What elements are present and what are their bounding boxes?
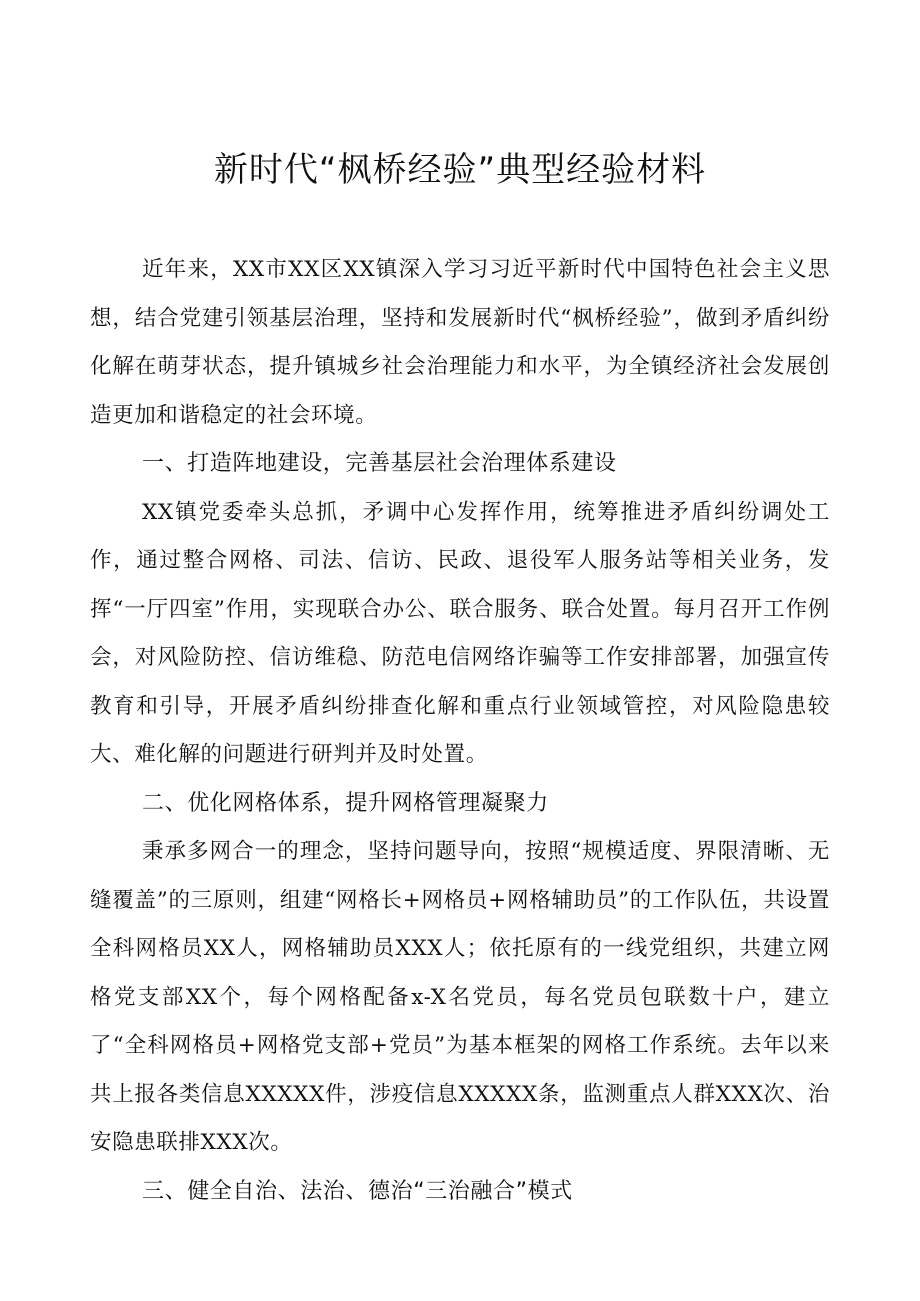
- section-2-heading: 二、优化网格体系，提升网格管理凝聚力: [142, 790, 549, 816]
- section-1-body: XX镇党委牵头总抓，矛调中心发挥作用，统筹推进矛盾纠纷调处工作，通过整合网格、司法、信访、民政、退役军人服务站等相关业务，发挥“一厅四室”作用，实现联合办公、联合服务、联合处置。每月召开工作例会，对风险防控、信访维稳、防范电信网络诈骗等工作安排部署，加强宣传教育和引导，开展矛盾纠纷排查化解和重点行业领域管控，对风险隐患较大、难化解的问题进行研判并及时处置。: [90, 499, 830, 767]
- document-body: [90, 246, 830, 1216]
- document-title: 新时代“枫桥经验”典型经验材料: [213, 150, 707, 190]
- section-2-body: 秉承多网合一的理念，坚持问题导向，按照“规模适度、界限清晰、无缝覆盖”的三原则，组建“网格长+网格员+网格辅助员”的工作队伍，共设置全科网格员XX人，网格辅助员XXX人；依托原有的一线党组织，共建立网格党支部XX个，每个网格配备x-X名党员，每名党员包联数十户，建立了“全科网格员+网格党支部+党员”为基本框架的网格工作系统。去年以来共上报各类信息XXXXX件，涉疫信息XXXXX条，监测重点人群XXX次、治安隐患联排XXX次。: [90, 839, 830, 1155]
- section-1-heading: 一、打造阵地建设，完善基层社会治理体系建设: [142, 451, 617, 476]
- section-3-heading: 三、健全自治、法治、德治“三治融合”模式: [142, 1178, 573, 1204]
- intro-paragraph: 近年来，XX市XX区XX镇深入学习习近平新时代中国特色社会主义思想，结合党建引领基层治理，坚持和发展新时代“枫桥经验”，做到矛盾纠纷化解在萌芽状态，提升镇城乡社会治理能力和水平，为全镇经济社会发展创造更加和谐稳定的社会环境。: [90, 257, 830, 428]
